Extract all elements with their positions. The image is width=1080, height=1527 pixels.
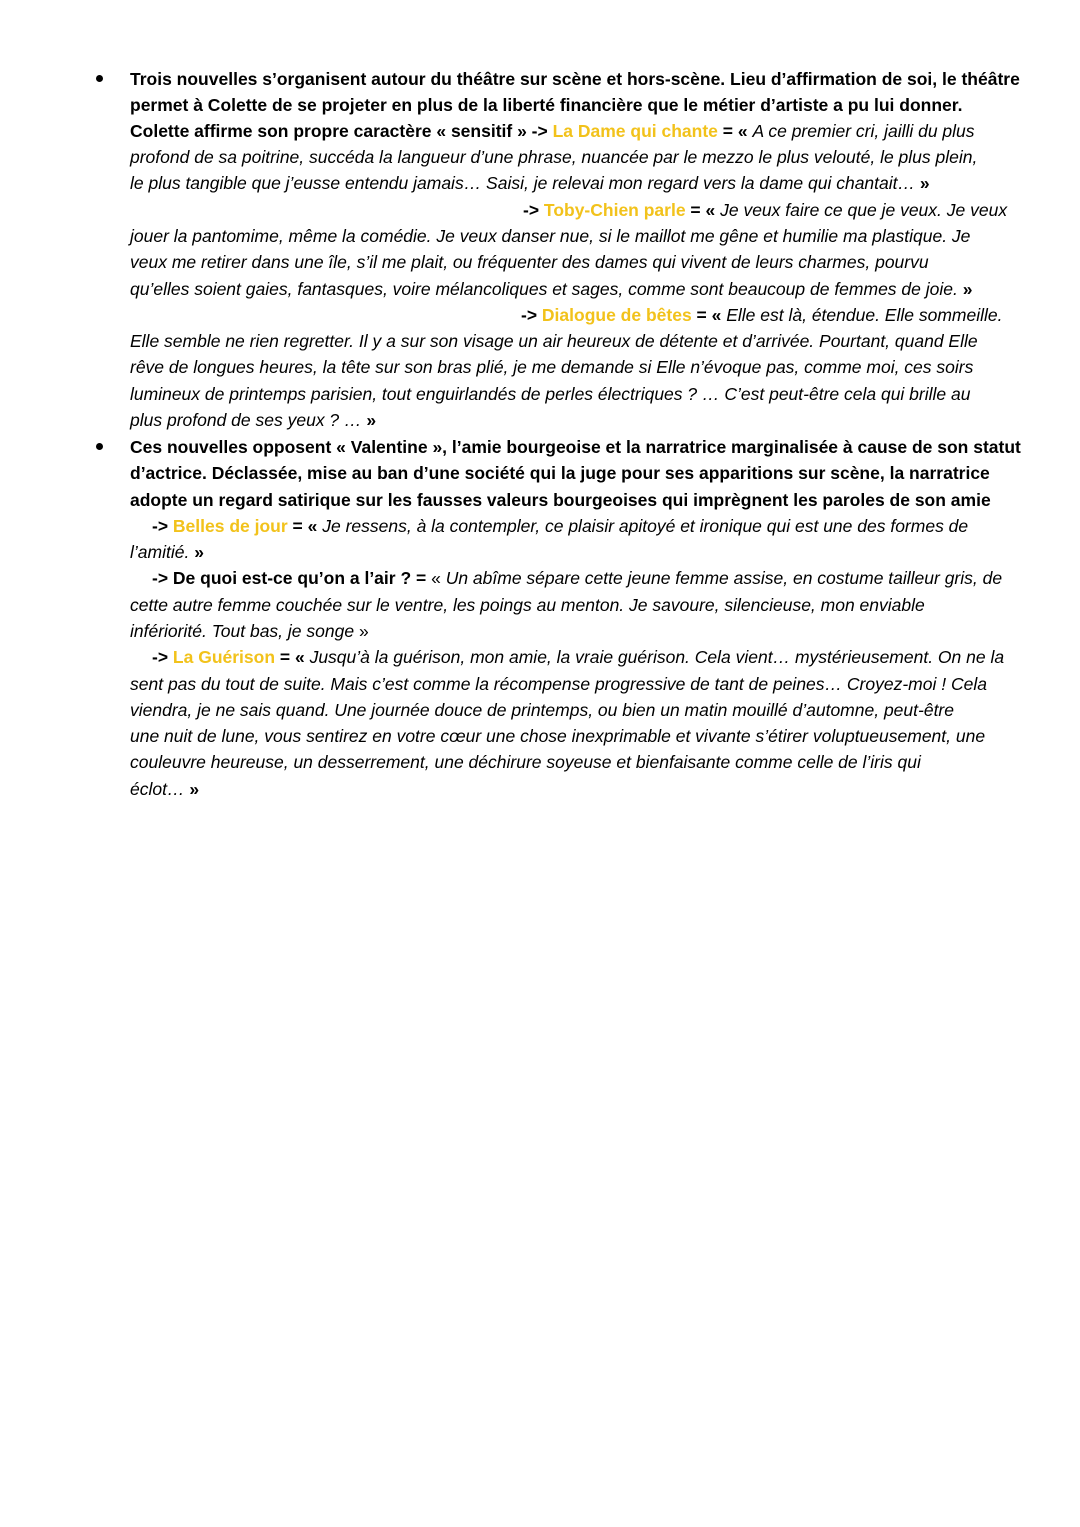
bullet1-line-5 bbox=[130, 170, 930, 196]
closing-quote: » bbox=[366, 410, 377, 430]
equals-quote: = « bbox=[685, 200, 721, 220]
bullet2-line-11: viendra, je ne sais quand. Une journée douce de printemps, ou bien un matin mouillé d’automne, peut-être bbox=[130, 700, 954, 720]
bullet1-line-4: profond de sa poitrine, succéda la langueur d’une phrase, nuancée par le mezzo le plus velouté, le plus plein, bbox=[130, 147, 978, 167]
quote-text: Jusqu’à la guérison, mon amie, la vraie guérison. Cela vient… mystérieusement. On ne la bbox=[309, 647, 1005, 667]
quote-text: Je veux faire ce que je veux. Je veux bbox=[720, 200, 1008, 220]
closing-quote: » bbox=[962, 279, 973, 299]
quote-text: Je ressens, à la contempler, ce plaisir apitoyé et ironique qui est une des formes de bbox=[322, 516, 969, 536]
story-title-dame-qui-chante: La Dame qui chante bbox=[552, 121, 718, 141]
story-title-de-quoi-est-ce-quon-a-lair: -> De quoi est-ce qu’on a l’air ? = bbox=[152, 568, 432, 588]
bullet1-line-14 bbox=[130, 407, 376, 433]
bullet1-line-8: veux me retirer dans une île, s’il me plait, ou fréquenter des dames qui vivent de leurs charmes, pourvu bbox=[130, 252, 929, 272]
bullet1-line-13: lumineux de printemps parisien, tout enguirlandés de perles électriques ? … C’est peut-être cela qui brille au bbox=[130, 384, 971, 404]
bullet2-line-10: sent pas du tout de suite. Mais c’est comme la récompense progressive de tant de peines… Croyez-moi ! Cela bbox=[130, 674, 987, 694]
bullet2-line-7: cette autre femme couchée sur le ventre, les poings au menton. Je savoure, silencieuse, mon enviable bbox=[130, 595, 925, 615]
quote-text: Elle est là, étendue. Elle sommeille. bbox=[726, 305, 1003, 325]
story-title-la-guerison: La Guérison bbox=[172, 647, 276, 667]
story-title-toby-chien-parle: Toby-Chien parle bbox=[543, 200, 686, 220]
closing-quote: » bbox=[194, 542, 204, 562]
equals-quote: = « bbox=[717, 121, 753, 141]
closing-quote: » bbox=[358, 621, 369, 641]
bullet2-line-6 bbox=[152, 565, 1002, 591]
bullet1-line-9 bbox=[130, 276, 972, 302]
bullet2-line-2: d’actrice. Déclassée, mise au ban d’une société qui la juge pour ses apparitions sur scène, la narratrice bbox=[130, 463, 990, 483]
closing-quote: » bbox=[189, 779, 200, 799]
bullet1-line-2: permet à Colette de se projeter en plus de la liberté financière que le métier d’artiste a pu lui donner. bbox=[130, 95, 963, 115]
equals-quote: = « bbox=[287, 516, 323, 536]
bullet1-line-12: rêve de longues heures, la tête sur son bras plié, je me demande si Elle n’évoque pas, comme moi, ces soirs bbox=[130, 357, 974, 377]
story-title-dialogue-de-betes: Dialogue de bêtes bbox=[541, 305, 692, 325]
bullet2-line-12: une nuit de lune, vous sentirez en votre cœur une chose inexprimable et vivante s’étirer voluptueusement, une bbox=[130, 726, 986, 746]
bullet1-line-7: jouer la pantomime, même la comédie. Je veux danser nue, si le maillot me gêne et humilie ma plastique. Je bbox=[130, 226, 971, 246]
bullet1-line-1: Trois nouvelles s’organisent autour du théâtre sur scène et hors-scène. Lieu d’affirmation de soi, le théâtre bbox=[130, 69, 1020, 89]
bullet2-line-13: couleuvre heureuse, un desserrement, une déchirure soyeuse et bienfaisante comme celle de l’iris qui bbox=[130, 752, 921, 772]
bullet2-line-1: Ces nouvelles opposent « Valentine », l’amie bourgeoise et la narratrice marginalisée à cause de son statut bbox=[130, 437, 1021, 457]
arrow: -> bbox=[152, 516, 173, 536]
story-title-belles-de-jour: Belles de jour bbox=[172, 516, 288, 536]
quote-text: infériorité. Tout bas, je songe bbox=[130, 621, 359, 641]
equals-quote: = « bbox=[691, 305, 727, 325]
bullet2-line-5 bbox=[130, 539, 204, 565]
bullet2-line-14 bbox=[130, 776, 199, 802]
arrow: -> bbox=[521, 305, 542, 325]
bullet-marker-2 bbox=[96, 443, 103, 450]
bullet1-line-3 bbox=[130, 118, 975, 144]
quote-text: Un abîme sépare cette jeune femme assise, en costume tailleur gris, de bbox=[445, 568, 1003, 588]
quote-text: plus profond de ses yeux ? … bbox=[130, 410, 367, 430]
quote-text: qu’elles soient gaies, fantasques, voire mélancoliques et sages, comme sont beaucoup de femmes de joie. bbox=[130, 279, 963, 299]
arrow: -> bbox=[152, 647, 173, 667]
quote-text: le plus tangible que j’eusse entendu jamais… Saisi, je relevai mon regard vers la dame qui chantait… bbox=[130, 173, 920, 193]
arrow: -> bbox=[523, 200, 544, 220]
bullet1-line-10 bbox=[521, 302, 1002, 328]
bullet1-line-11: Elle semble ne rien regretter. Il y a sur son visage un air heureux de détente et d’arrivée. Pourtant, quand Elle bbox=[130, 331, 978, 351]
opening-quote: « bbox=[431, 568, 446, 588]
bullet2-line-4 bbox=[152, 513, 968, 539]
bullet1-line-6 bbox=[523, 197, 1007, 223]
quote-text: A ce premier cri, jailli du plus bbox=[752, 121, 975, 141]
bullet-marker-1 bbox=[96, 75, 103, 82]
bullet2-line-8 bbox=[130, 618, 369, 644]
bullet1-line-3-bold: Colette affirme son propre caractère « sensitif » -> bbox=[130, 121, 553, 141]
quote-text: l’amitié. bbox=[130, 542, 195, 562]
closing-quote: » bbox=[919, 173, 930, 193]
bullet2-line-9 bbox=[152, 644, 1004, 670]
quote-text: éclot… bbox=[130, 779, 190, 799]
equals-quote: = « bbox=[275, 647, 310, 667]
bullet2-line-3: adopte un regard satirique sur les fausses valeurs bourgeoises qui imprègnent les paroles de son amie bbox=[130, 490, 991, 510]
